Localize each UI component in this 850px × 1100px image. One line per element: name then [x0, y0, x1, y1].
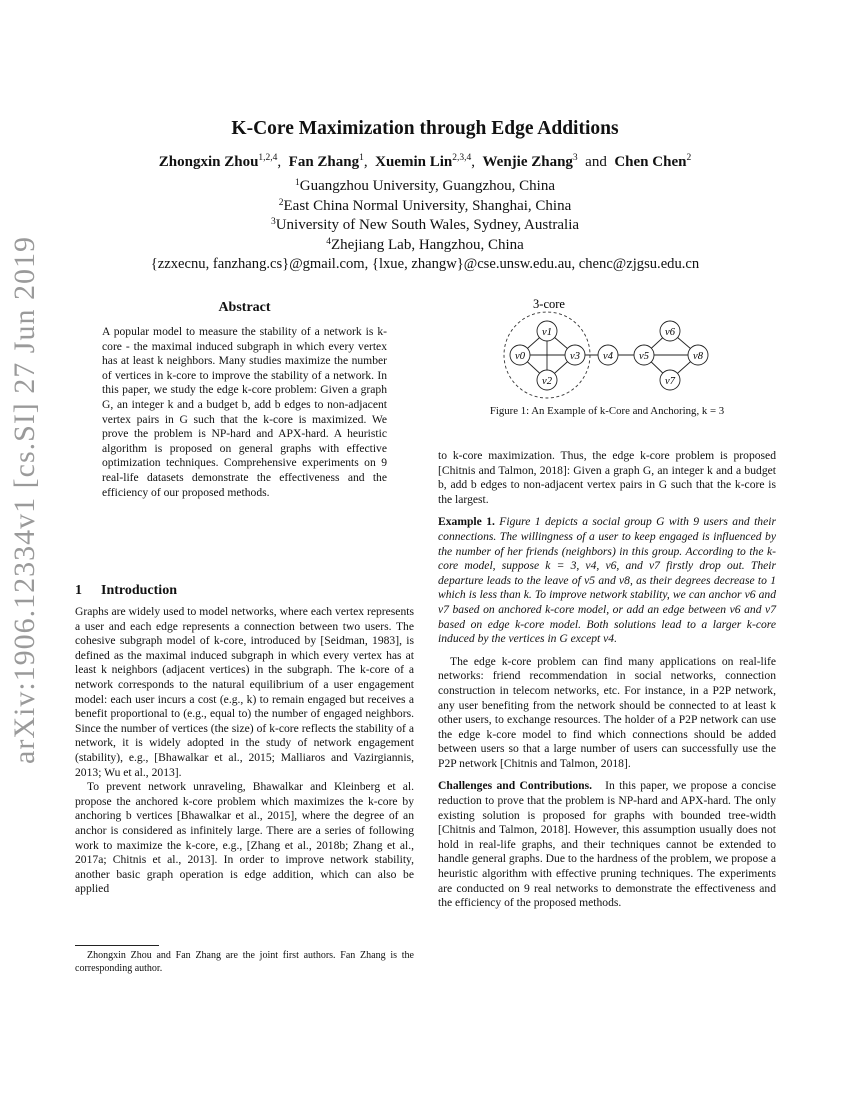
challenges-paragraph — [438, 779, 776, 910]
author-line: Zhongxin Zhou$^{1,2,4}$, Fan Zhang$^1$, Xuemin Lin$^{2,3,4}$, Wenjie Zhang$^3$ and Chen Chen$^2$ — [158, 153, 692, 170]
abstract-heading: Abstract — [218, 300, 271, 315]
graph-figure — [438, 294, 776, 404]
node-label: v2 — [542, 376, 552, 387]
node-v5 — [634, 345, 654, 365]
affiliation — [75, 236, 775, 256]
affiliation-sup: 1 — [295, 178, 300, 188]
node-label: v8 — [693, 351, 703, 362]
abstract-text: A popular model to measure the stability of a network is k-core - the maximal induced subgraph in which every vertex has at least k neighbors. Many studies maximize the number of vertices in k-core to improve the stability of a network. In this paper, we study the edge k-core problem: Given a graph G, an integer k and a budget b, add b edges to non-adjacent vertex pairs in G such that the k-core is maximized. We prove the problem is NP-hard and APX-hard. A heuristic algorithm is proposed on general graphs with effective optimization techniques. Comprehensive experiments on 9 real-life datasets demonstrate the effectiveness and the efficiency of our proposed methods. — [102, 325, 387, 499]
author-sup: 2 — [686, 153, 692, 163]
affiliation-text: Guangzhou University, Guangzhou, China — [299, 178, 555, 194]
section-number: 1 — [75, 583, 82, 598]
author-sup: 1,2,4 — [258, 153, 278, 163]
section-title: Introduction — [101, 583, 177, 598]
graph-nodes — [510, 321, 708, 390]
affiliation-text: University of New South Wales, Sydney, Australia — [275, 217, 580, 233]
node-v3 — [565, 345, 585, 365]
arxiv-stamp — [0, 236, 50, 764]
node-v4 — [598, 345, 618, 365]
author-and: and — [585, 154, 607, 170]
author-name: Xuemin Lin — [375, 154, 453, 170]
node-v7 — [660, 370, 680, 390]
affiliation-text: East China Normal University, Shanghai, China — [283, 197, 572, 214]
author-sup: 2,3,4 — [452, 153, 472, 163]
node-v1 — [537, 321, 557, 341]
affiliations — [75, 177, 775, 275]
paper-title: K-Core Maximization through Edge Additions — [231, 118, 619, 139]
challenges-label: Challenges and Contributions. — [438, 779, 593, 793]
affiliation-sup: 2 — [278, 197, 284, 208]
node-label: v0 — [515, 351, 525, 362]
author-name: Chen Chen — [614, 154, 687, 170]
node-label: v3 — [570, 351, 580, 362]
affiliation — [75, 177, 775, 197]
affiliation — [75, 216, 775, 236]
affiliation-sup: 4 — [326, 236, 331, 247]
author-sup: 1 — [359, 153, 364, 163]
node-label: v6 — [665, 327, 675, 338]
node-label: v4 — [603, 351, 613, 362]
affiliation — [75, 197, 775, 217]
affiliation-text: Zhejiang Lab, Hangzhou, China — [330, 236, 524, 253]
core-label: 3-core — [533, 297, 565, 311]
footnote-rule — [75, 945, 159, 946]
node-label: v5 — [639, 351, 649, 362]
author-name: Wenjie Zhang — [482, 154, 573, 170]
node-label: v1 — [542, 327, 552, 338]
paragraph: to k-core maximization. Thus, the edge k-core problem is proposed [Chitnis and Talmon, 2018]: Given a graph G, an integer k and a budget b, add b edges to non-adjacent vertex pairs in G such that the k-core is the largest. — [438, 449, 776, 506]
paragraph: Graphs are widely used to model networks, where each vertex represents a user and each edge represents a connection between two users. The cohesive subgraph model of k-core, introduced by [Seidman, 1983], is defined as the maximal induced subgraph in which every vertex has at least k neighbors (adjacent vertices) in the subgraph. The k-core of a network corresponds to the natural equilibrium of a user engagement model: each user incurs a cost (e.g., k) to remain engaged but receives a benefit proportional to (e.g., equal to) the number of engaged neighbors. Since the number of vertices (the size) of k-core reflects the stability of a network, it is widely adopted in the study of network engagement (stability), e.g., [Bhawalkar et al., 2015; Malliaros and Vazirgiannis, 2013; Wu et al., 2013]. — [75, 605, 414, 779]
paragraph: To prevent network unraveling, Bhawalkar and Kleinberg et al. propose the anchored k-core problem which maximizes the k-core by anchoring b vertices [Bhawalkar et al., 2015], where the degree of an anchor is considered as infinitely large. There are a series of following work to maximize the k-core, e.g., [Zhang et al., 2018b; Zhang et al., 2017a; Chitnis et al., 2013]. In order to improve network stability, another basic graph operation is edge addition, which can also be applied — [75, 780, 414, 896]
affiliation-sup: 3 — [270, 217, 276, 227]
node-label: v7 — [665, 376, 675, 387]
node-v6 — [660, 321, 680, 341]
right-column-body — [438, 449, 776, 911]
author-name: Fan Zhang — [288, 154, 360, 170]
node-v2 — [537, 370, 557, 390]
example-text: Figure 1 depicts a social group G with 9 users and their connections. The willingness of a user to keep engaged is influenced by the number of her friends (neighbors) in this group. According to the k-core model, suppose k = 3, v4, v6, and v7 firstly drop out. Their departure leads to the leave of v5 and v8, as their degrees decrease to 1 which is less than k. To improve network stability, we can anchor v6 and v7 based on anchored k-core model, or add an edge between v6 and v7 based on edge k-core model. Both solutions lead to a larger k-core induced by the vertices in G except v4. — [438, 515, 776, 646]
section-heading-introduction — [75, 583, 177, 599]
arxiv-stamp-text: arXiv:1906.12334v1 [cs.SI] 27 Jun 2019 — [8, 236, 41, 764]
node-v8 — [688, 345, 708, 365]
challenges-text: In this paper, we propose a concise reduction to prove that the problem is NP-hard and APX-hard. The only existing solution is proposed for graphs with bounded tree-width [Chitnis and Talmon, 2018]. However, this assumption usually does not hold in real-life graphs, and their techniques cannot be extended to handle general graphs. Due to the hardness of the problem, we propose a heuristic algorithm with effective pruning techniques. The experiments are conducted on 9 real networks to demonstrate the effectiveness and the efficiency of the proposed methods. — [438, 779, 777, 910]
author-emails: {zzxecnu, fanzhang.cs}@gmail.com, {lxue, zhangw}@cse.unsw.edu.au, chenc@zjgsu.edu.cn — [150, 256, 700, 272]
footnote: Zhongxin Zhou and Fan Zhang are the joint first authors. Fan Zhang is the corresponding author. — [75, 950, 414, 974]
author-sup: 3 — [572, 153, 578, 163]
example-label: Example 1. — [438, 515, 495, 529]
example-paragraph — [438, 515, 776, 646]
paragraph: The edge k-core problem can find many applications on real-life networks: friend recommendation in social networks, connection construction in telecom networks, etc. For instance, in a P2P network, any user benefiting from the network should be connected to at least k other users, to exchange resources. The holder of a P2P network can use the edge k-core model to find which connections should be added between users so that a large number of users can successfully use the P2P network [Chitnis and Talmon, 2018]. — [438, 654, 776, 770]
node-v0 — [510, 345, 530, 365]
author-name: Zhongxin Zhou — [158, 154, 259, 170]
introduction-body — [75, 605, 414, 897]
figure-caption: Figure 1: An Example of k-Core and Anchoring, k = 3 — [489, 405, 725, 417]
